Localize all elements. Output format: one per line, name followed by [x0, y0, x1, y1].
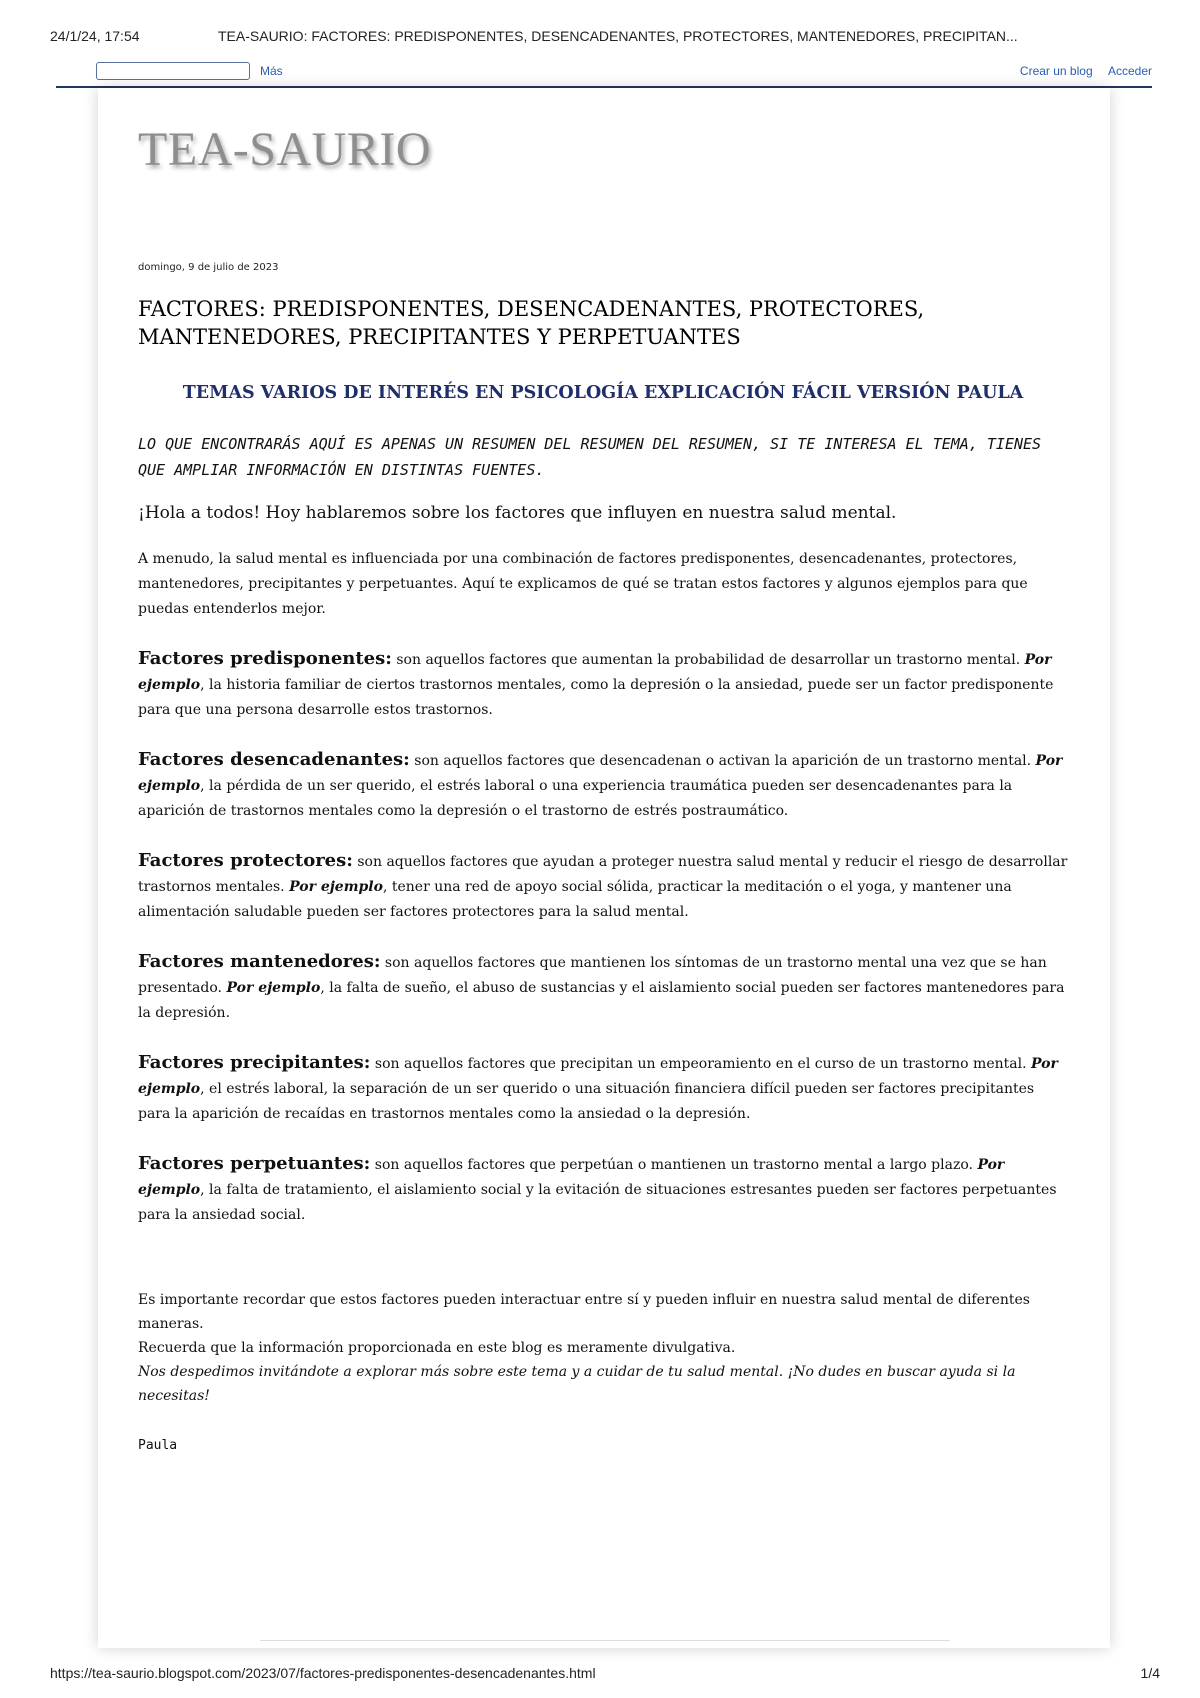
example-label: Por ejemplo: [226, 980, 321, 996]
factor-paragraph: [138, 949, 1068, 1026]
factor-term: Factores mantenedores:: [138, 951, 381, 972]
factor-example: , la pérdida de un ser querido, el estrés laboral o una experiencia traumática pueden ser desencadenantes para la aparición de trastornos mentales como la depresión o el trastorno de estrés postraumático.: [138, 778, 1013, 819]
print-footer: [50, 1665, 1160, 1681]
factor-example: , tener una red de apoyo social sólida, practicar la meditación o el yoga, y mantener una alimentación saludable pueden ser factores protectores para la salud mental.: [138, 879, 1012, 920]
factor-paragraph: [138, 747, 1068, 824]
print-timestamp: 24/1/24, 17:54: [50, 28, 140, 44]
factor-definition: son aquellos factores que ayudan a proteger nuestra salud mental y reducir el riesgo de desarrollar trastornos mentales.: [138, 854, 1068, 895]
post-subtitle: TEMAS VARIOS DE INTERÉS EN PSICOLOGÍA EXPLICACIÓN FÁCIL VERSIÓN PAULA: [182, 383, 1024, 403]
blog-title[interactable]: TEA-SAURIO: [138, 123, 431, 176]
factor-example: , la falta de tratamiento, el aislamiento social y la evitación de situaciones estresantes pueden ser factores perpetuantes para la ansiedad social.: [138, 1182, 1057, 1223]
post-title: FACTORES: PREDISPONENTES, DESENCADENANTES, PROTECTORES, MANTENEDORES, PRECIPITANTES Y PERPETUANTES: [138, 297, 925, 349]
footer-divider: [260, 1640, 950, 1641]
post-date: domingo, 9 de julio de 2023: [138, 262, 279, 273]
factor-term: Factores protectores:: [138, 850, 353, 871]
factor-term: Factores precipitantes:: [138, 1052, 371, 1073]
factor-paragraph: [138, 848, 1068, 925]
factor-definition: son aquellos factores que aumentan la probabilidad de desarrollar un trastorno mental.: [391, 652, 1025, 668]
post-signature: Paula: [138, 1438, 178, 1453]
factor-term: Factores perpetuantes:: [138, 1153, 371, 1174]
post-content: [138, 262, 1068, 1453]
factor-example: , la historia familiar de ciertos trastornos mentales, como la depresión o la ansiedad, puede ser un factor predisponente para que una persona desarrolle estos trastornos.: [138, 677, 1054, 718]
factor-paragraph: [138, 646, 1068, 723]
example-label: Por ejemplo: [138, 1157, 1005, 1198]
factor-term: Factores desencadenantes:: [138, 749, 410, 770]
closing-note: Es importante recordar que estos factores pueden interactuar entre sí y pueden influir en nuestra salud mental de diferentes maneras.: [138, 1292, 1030, 1332]
post-greeting: ¡Hola a todos! Hoy hablaremos sobre los factores que influyen en nuestra salud mental.: [138, 503, 897, 523]
example-label: Por ejemplo: [138, 652, 1052, 693]
factor-definition: son aquellos factores que desencadenan o activan la aparición de un trastorno mental.: [409, 753, 1036, 769]
closing-disclaimer: Recuerda que la información proporcionada en este blog es meramente divulgativa.: [138, 1340, 736, 1356]
print-page-number: 1/4: [1140, 1665, 1160, 1681]
more-link[interactable]: Más: [260, 64, 283, 78]
blog-page: [98, 88, 1110, 1648]
post-closing: [138, 1288, 1068, 1408]
navbar-search-input[interactable]: [96, 62, 250, 80]
post-intro: A menudo, la salud mental es influenciada por una combinación de factores predisponentes, desencadenantes, protectores, mantenedores, precipitantes y perpetuantes. Aquí te explicamos de qué se tratan estos factores y algunos ejemplos para que puedas entenderlos mejor.: [138, 551, 1028, 617]
print-page-title: TEA-SAURIO: FACTORES: PREDISPONENTES, DESENCADENANTES, PROTECTORES, MANTENEDORES, PRECIPITAN...: [218, 28, 1018, 44]
navbar-right-links: [1008, 64, 1152, 78]
print-url: https://tea-saurio.blogspot.com/2023/07/factores-predisponentes-desencadenantes.html: [50, 1665, 596, 1681]
closing-farewell: Nos despedimos invitándote a explorar más sobre este tema y a cuidar de tu salud mental. ¡No dudes en buscar ayuda si la necesitas!: [138, 1364, 1016, 1404]
sign-in-link[interactable]: Acceder: [1107, 64, 1152, 78]
example-label: Por ejemplo: [138, 753, 1063, 794]
blogger-navbar: [56, 60, 1152, 88]
post-disclaimer: LO QUE ENCONTRARÁS AQUÍ ES APENAS UN RESUMEN DEL RESUMEN DEL RESUMEN, SI TE INTERESA EL TEMA, TIENES QUE AMPLIAR INFORMACIÓN EN DISTINTAS FUENTES.: [138, 435, 1042, 479]
factor-definition: son aquellos factores que perpetúan o mantienen un trastorno mental a largo plazo.: [370, 1157, 978, 1173]
factor-example: , el estrés laboral, la separación de un ser querido o una situación financiera difícil pueden ser factores precipitantes para la aparición de recaídas en trastornos mentales como la ansiedad o la depresión.: [138, 1081, 1035, 1122]
factor-definition: son aquellos factores que precipitan un empeoramiento en el curso de un trastorno mental.: [370, 1056, 1031, 1072]
example-label: Por ejemplo: [289, 879, 383, 895]
factor-definition: son aquellos factores que mantienen los síntomas de un trastorno mental una vez que se han presentado.: [138, 955, 1047, 996]
factor-paragraph: [138, 1151, 1068, 1228]
example-label: Por ejemplo: [138, 1056, 1058, 1097]
create-blog-link[interactable]: Crear un blog: [1019, 64, 1093, 78]
factor-example: , la falta de sueño, el abuso de sustancias y el aislamiento social pueden ser factores mantenedores para la depresión.: [138, 980, 1065, 1021]
factor-term: Factores predisponentes:: [138, 648, 392, 669]
factor-paragraph: [138, 1050, 1068, 1127]
